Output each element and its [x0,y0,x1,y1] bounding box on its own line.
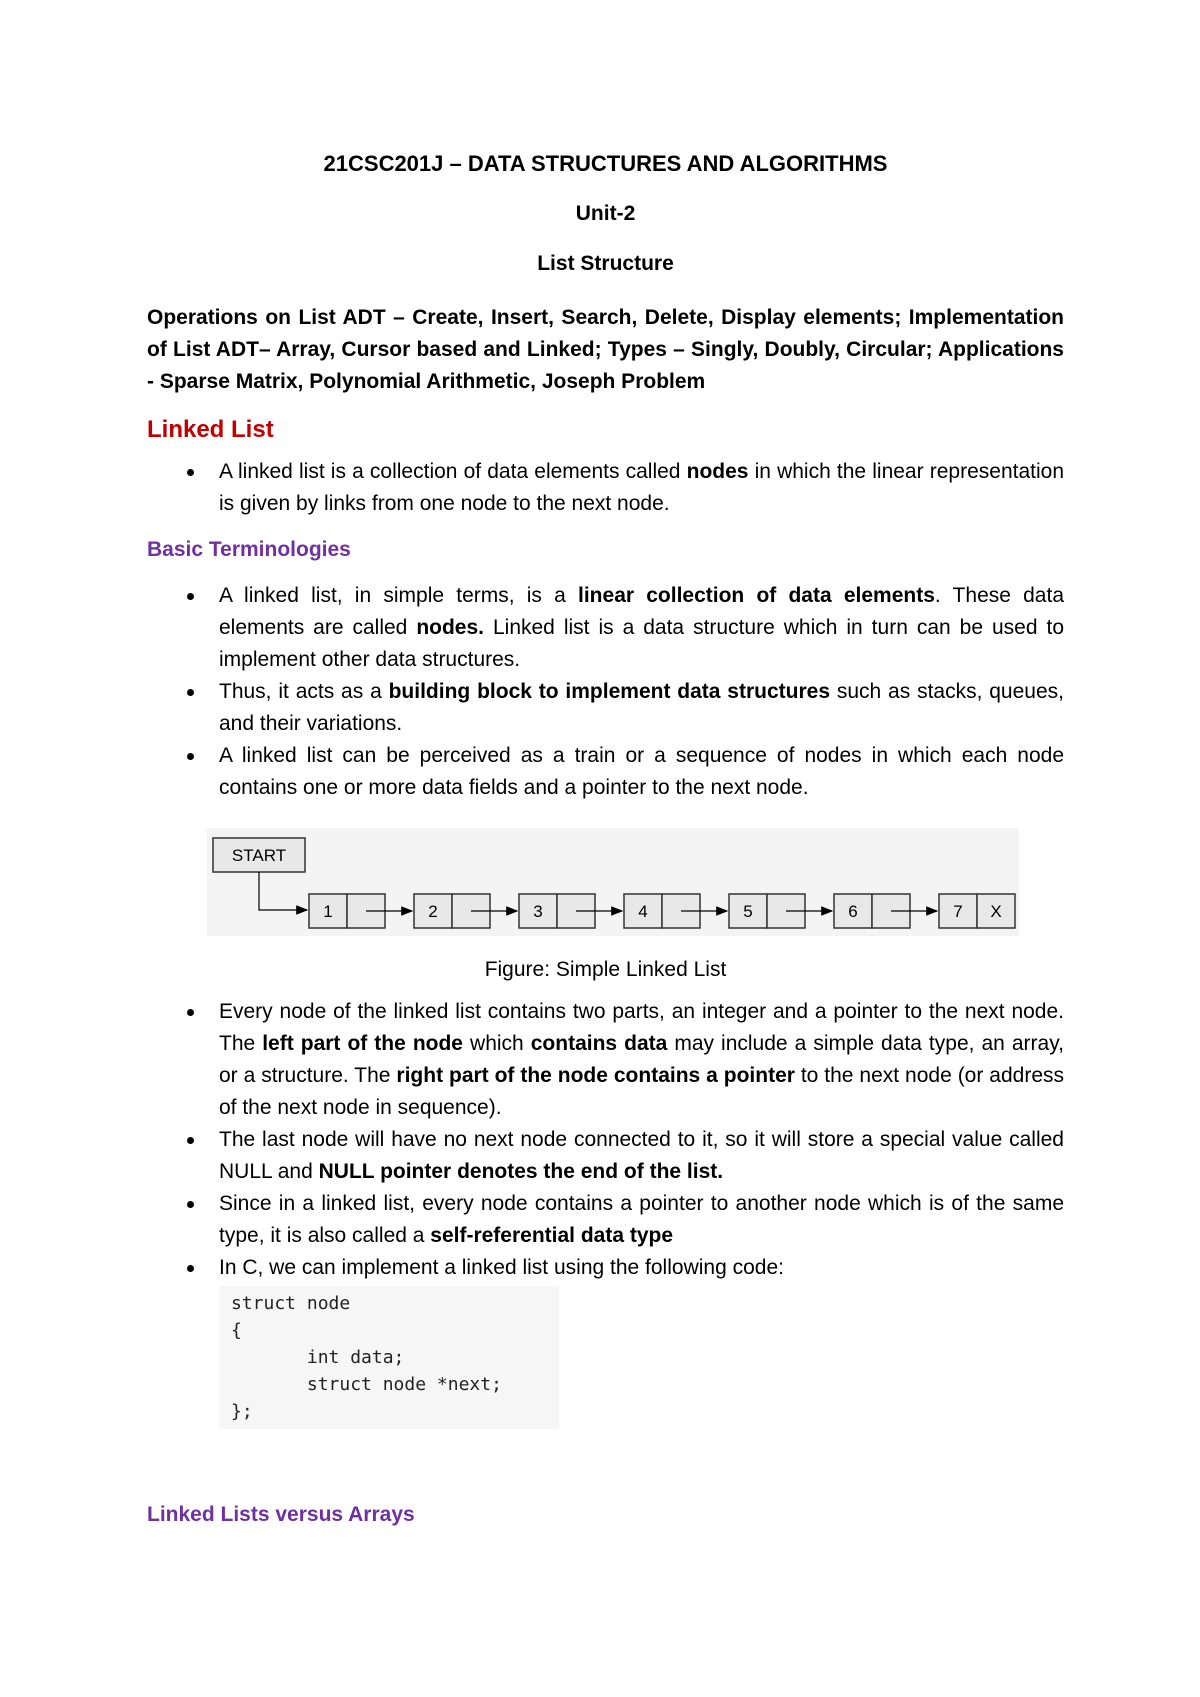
list-item: Every node of the linked list contains two parts, an integer and a pointer to the next node. The left part of the node which contains data may include a simple data type, an array, or a structure. The right part of the node contains a pointer to the next node (or address of the next node in sequence). [147,996,1064,1124]
code-block [219,1286,559,1429]
start-label: START [231,846,287,865]
linked-list-heading: Linked List [147,416,274,443]
node-value-label: 4 [638,902,648,921]
node-value-label: 7 [953,902,963,921]
list-item: Since in a linked list, every node contains a pointer to another node which is of the same type, it is also called a self-referential data type [147,1188,1064,1252]
list-item: The last node will have no next node connected to it, so it will store a special value called NULL and NULL pointer denotes the end of the list. [147,1124,1064,1188]
node-value-label: 1 [323,902,333,921]
node-value-label: 3 [533,902,543,921]
basic-terminologies-heading: Basic Terminologies [147,538,351,561]
list-item: In C, we can implement a linked list using the following code: [147,1252,1064,1284]
topic-title: List Structure [537,252,674,275]
list-item: A linked list is a collection of data elements called nodes in which the linear representation is given by links from one node to the next node. [147,456,1064,520]
syllabus-paragraph: Operations on List ADT – Create, Insert, Search, Delete, Display elements; Implementation of List ADT– Array, Cursor based and Linked; Types – Singly, Doubly, Circular; Applications - Sparse Matrix, Polynomial Arithmetic, Joseph Problem [147,306,1064,393]
figure-caption: Figure: Simple Linked List [484,958,727,981]
linked-list-figure [207,828,1019,936]
start-pointer-arrow [259,872,307,910]
null-marker: X [990,902,1002,921]
code-line: int data; [231,1347,405,1368]
node-parts-bullets [147,996,1064,1284]
linked-lists-vs-arrays-heading: Linked Lists versus Arrays [147,1503,415,1526]
unit-title: Unit-2 [575,202,636,225]
linked-list-bullets [147,456,1064,520]
code-line: struct node *next; [231,1374,502,1395]
code-line: }; [231,1401,253,1422]
course-title: 21CSC201J – DATA STRUCTURES AND ALGORITHMS [323,151,888,176]
node-value-label: 6 [848,902,858,921]
list-item: A linked list, in simple terms, is a linear collection of data elements. These data elements are called nodes. Linked list is a data structure which in turn can be used to implement other data structures. [147,580,1064,676]
linked-list-diagram [207,828,1019,936]
node-value-label: 5 [743,902,753,921]
terminology-bullets [147,580,1064,804]
document-page [147,140,1064,1545]
code-line: struct node [231,1293,351,1314]
list-item: Thus, it acts as a building block to implement data structures such as stacks, queues, and their variations. [147,676,1064,740]
list-item: A linked list can be perceived as a train or a sequence of nodes in which each node contains one or more data fields and a pointer to the next node. [147,740,1064,804]
node-value-label: 2 [428,902,438,921]
code-line: { [231,1320,242,1341]
